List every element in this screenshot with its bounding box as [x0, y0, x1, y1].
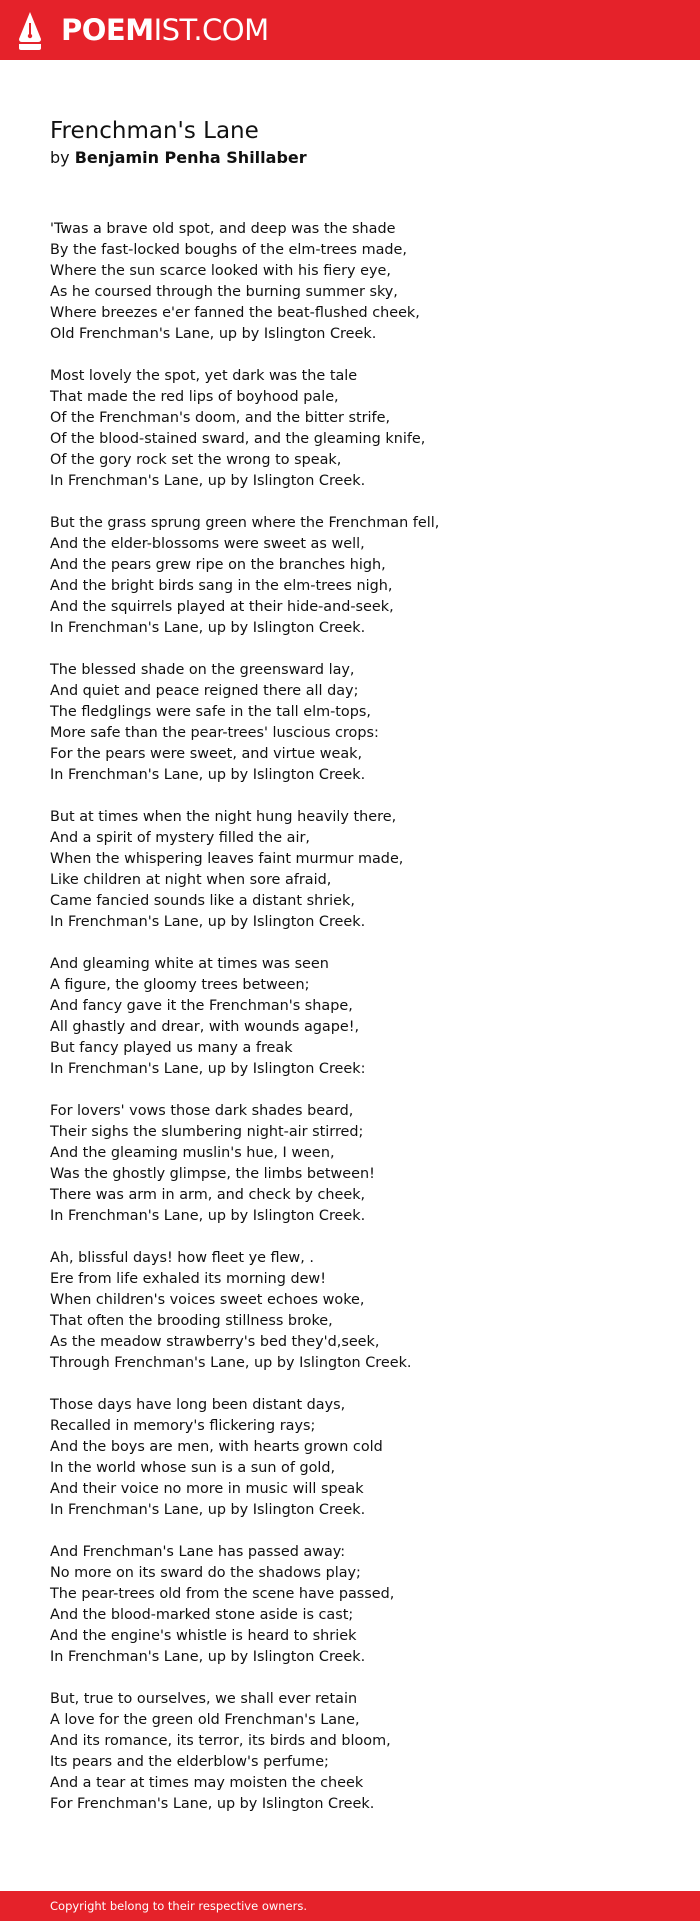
poem-line: And its romance, its terror, its birds and bloom,	[50, 1733, 391, 1749]
poem-byline	[50, 147, 307, 169]
stanza	[50, 1542, 670, 1668]
poem-line: For lovers' vows those dark shades beard,	[50, 1103, 354, 1119]
poem-line: More safe than the pear-trees' luscious crops:	[50, 725, 379, 741]
poem-line: As the meadow strawberry's bed they'd,seek,	[50, 1334, 380, 1350]
poem-line: The pear-trees old from the scene have passed,	[50, 1586, 395, 1602]
poem-line: Recalled in memory's flickering rays;	[50, 1418, 316, 1434]
poem-line: A love for the green old Frenchman's Lane,	[50, 1712, 360, 1728]
poem-line: And the elder-blossoms were sweet as well,	[50, 536, 365, 552]
poem-line: But, true to ourselves, we shall ever retain	[50, 1691, 358, 1707]
poem-line: And the bright birds sang in the elm-trees nigh,	[50, 578, 393, 594]
poem-line: In Frenchman's Lane, up by Islington Creek.	[50, 620, 366, 636]
poem-line: Of the gory rock set the wrong to speak,	[50, 452, 342, 468]
poem-line: But the grass sprung green where the Frenchman fell,	[50, 515, 440, 531]
poem-line: And the engine's whistle is heard to shriek	[50, 1628, 357, 1644]
stanza	[50, 660, 670, 786]
stanza	[50, 954, 670, 1080]
poem-line: No more on its sward do the shadows play;	[50, 1565, 361, 1581]
stanza	[50, 1101, 670, 1227]
poem-line: Was the ghostly glimpse, the limbs between!	[50, 1166, 375, 1182]
poem-line: And fancy gave it the Frenchman's shape,	[50, 998, 353, 1014]
stanza	[50, 1689, 670, 1815]
stanza	[50, 1248, 670, 1374]
poem-line: Ere from life exhaled its morning dew!	[50, 1271, 326, 1287]
poem-line: Those days have long been distant days,	[50, 1397, 346, 1413]
poem-line: In Frenchman's Lane, up by Islington Creek.	[50, 1208, 366, 1224]
poem-line: As he coursed through the burning summer sky,	[50, 284, 398, 300]
poem-line: When children's voices sweet echoes woke,	[50, 1292, 365, 1308]
poem-line: Their sighs the slumbering night-air stirred;	[50, 1124, 364, 1140]
poem-line: A figure, the gloomy trees between;	[50, 977, 310, 993]
poem-line: In Frenchman's Lane, up by Islington Creek:	[50, 1061, 366, 1077]
poem-line: Old Frenchman's Lane, up by Islington Creek.	[50, 326, 377, 342]
copyright-notice: Copyright belong to their respective owners.	[50, 1899, 308, 1913]
poem-line: And the boys are men, with hearts grown cold	[50, 1439, 383, 1455]
poem-line: That often the brooding stillness broke,	[50, 1313, 333, 1329]
brand-name-bold: POEM	[61, 13, 154, 47]
site-logo[interactable]	[61, 13, 269, 47]
poem-line: All ghastly and drear, with wounds agape!,	[50, 1019, 360, 1035]
stanza	[50, 219, 670, 345]
poem-line: And Frenchman's Lane has passed away:	[50, 1544, 346, 1560]
poem-line: In Frenchman's Lane, up by Islington Creek.	[50, 914, 366, 930]
poem-line: And the pears grew ripe on the branches high,	[50, 557, 386, 573]
author-name[interactable]: Benjamin Penha Shillaber	[74, 148, 307, 167]
stanza	[50, 513, 670, 639]
brand-name-light: IST.COM	[153, 13, 269, 47]
poem-line: The blessed shade on the greensward lay,	[50, 662, 355, 678]
poem-line: That made the red lips of boyhood pale,	[50, 389, 339, 405]
site-footer	[0, 1891, 700, 1921]
poem-line: Where the sun scarce looked with his fiery eye,	[50, 263, 391, 279]
poem-line: In Frenchman's Lane, up by Islington Creek.	[50, 473, 366, 489]
poem-line: And the blood-marked stone aside is cast;	[50, 1607, 354, 1623]
site-header	[0, 0, 700, 60]
poem-title: Frenchman's Lane	[50, 118, 259, 144]
poem-line: 'Twas a brave old spot, and deep was the shade	[50, 221, 396, 237]
poem-body	[50, 219, 670, 1836]
poem-line: And a spirit of mystery filled the air,	[50, 830, 310, 846]
poem-line: Through Frenchman's Lane, up by Islington Creek.	[50, 1355, 412, 1371]
poem-line: Of the Frenchman's doom, and the bitter strife,	[50, 410, 391, 426]
stanza	[50, 366, 670, 492]
poem-line: In Frenchman's Lane, up by Islington Creek.	[50, 1649, 366, 1665]
poem-line: Most lovely the spot, yet dark was the tale	[50, 368, 358, 384]
poem-line: But fancy played us many a freak	[50, 1040, 293, 1056]
poem-line: And their voice no more in music will speak	[50, 1481, 364, 1497]
poem-line: There was arm in arm, and check by cheek,	[50, 1187, 366, 1203]
poem-line: In the world whose sun is a sun of gold,	[50, 1460, 336, 1476]
poem-line: By the fast-locked boughs of the elm-trees made,	[50, 242, 407, 258]
poem-line: When the whispering leaves faint murmur made,	[50, 851, 404, 867]
poem-line: For Frenchman's Lane, up by Islington Creek.	[50, 1796, 375, 1812]
stanza	[50, 807, 670, 933]
poem-line: But at times when the night hung heavily there,	[50, 809, 397, 825]
poem-line: And a tear at times may moisten the cheek	[50, 1775, 364, 1791]
by-label: by	[50, 148, 70, 167]
poem-line: Its pears and the elderblow's perfume;	[50, 1754, 329, 1770]
poem-line: Like children at night when sore afraid,	[50, 872, 332, 888]
poem-line: The fledglings were safe in the tall elm-tops,	[50, 704, 371, 720]
poem-line: In Frenchman's Lane, up by Islington Creek.	[50, 1502, 366, 1518]
poem-line: And the squirrels played at their hide-and-seek,	[50, 599, 394, 615]
poem-line: Where breezes e'er fanned the beat-flushed cheek,	[50, 305, 420, 321]
stanza	[50, 1395, 670, 1521]
poem-line: And the gleaming muslin's hue, I ween,	[50, 1145, 335, 1161]
poem-line: And quiet and peace reigned there all day;	[50, 683, 359, 699]
poem-line: In Frenchman's Lane, up by Islington Creek.	[50, 767, 366, 783]
poem-line: For the pears were sweet, and virtue weak,	[50, 746, 363, 762]
poem-line: Ah, blissful days! how fleet ye flew, .	[50, 1250, 314, 1266]
poem-line: Came fancied sounds like a distant shriek,	[50, 893, 355, 909]
poem-line: And gleaming white at times was seen	[50, 956, 329, 972]
poem-line: Of the blood-stained sward, and the gleaming knife,	[50, 431, 426, 447]
fountain-pen-nib-icon[interactable]	[17, 11, 43, 51]
